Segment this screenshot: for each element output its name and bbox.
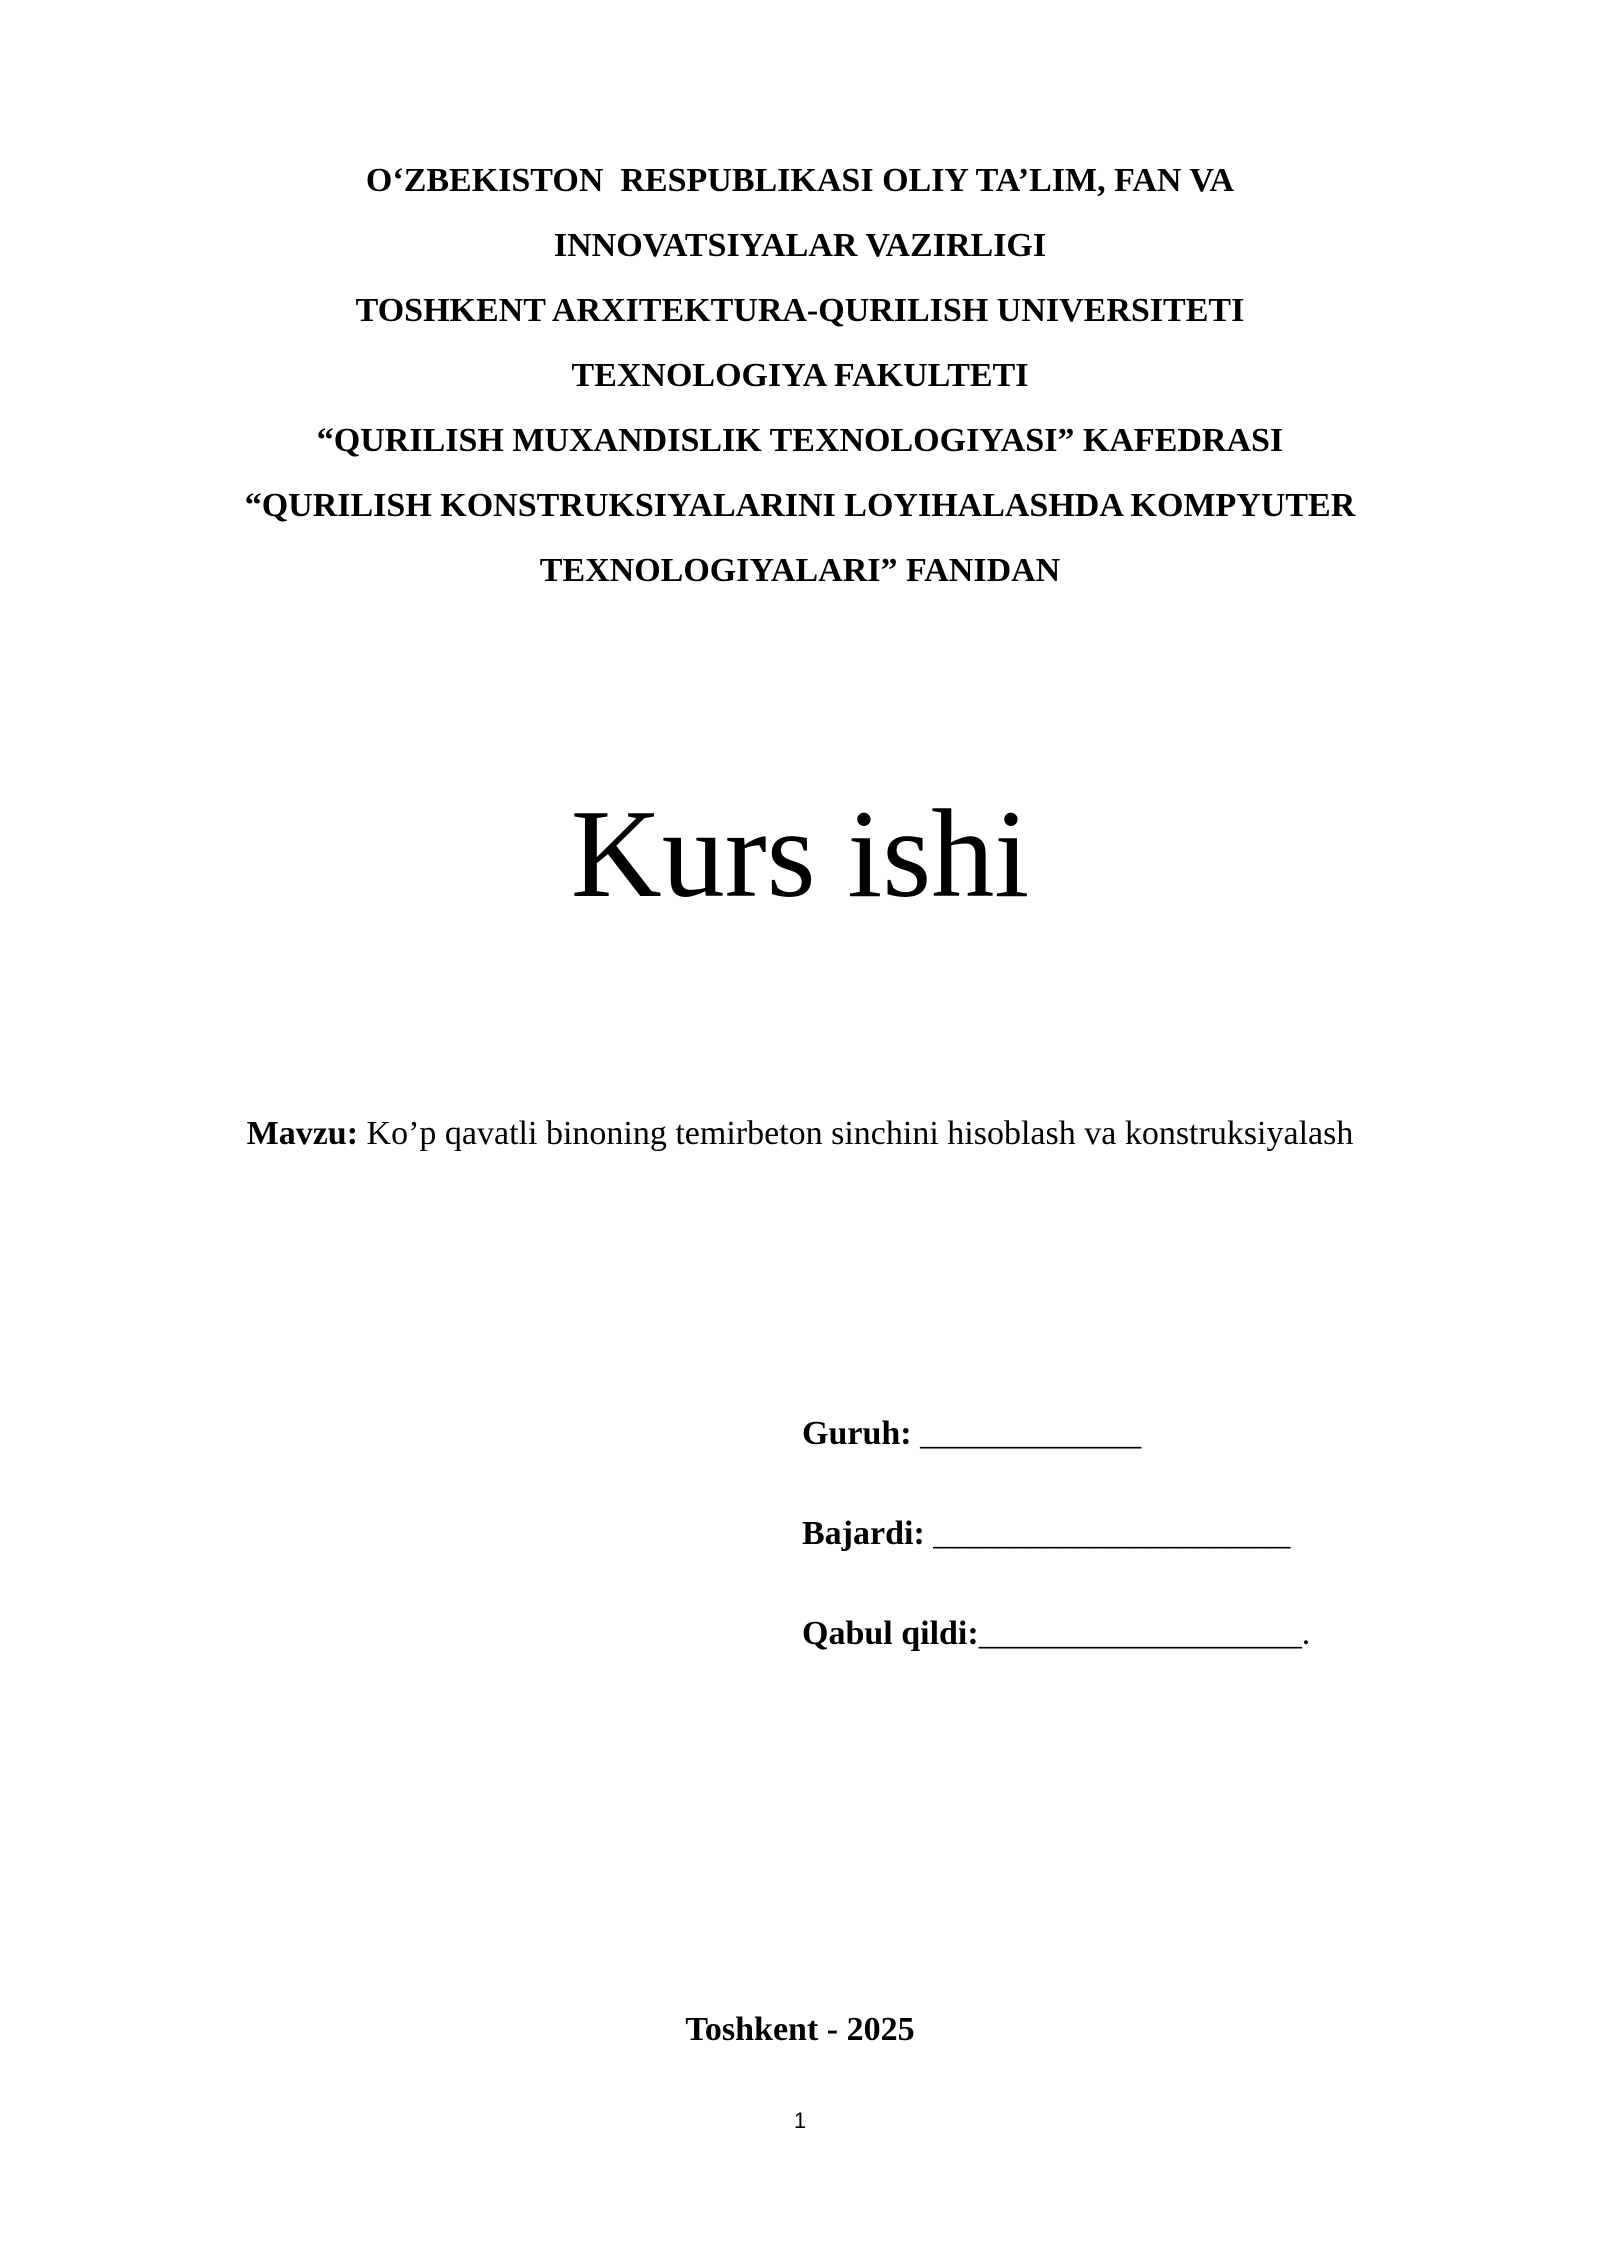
header-line-university: TOSHKENT ARXITEKTURA-QURILISH UNIVERSITETI bbox=[355, 292, 1245, 329]
header-line-faculty: TEXNOLOGIYA FAKULTETI bbox=[571, 357, 1029, 394]
header-line-subject-1: “QURILISH KONSTRUKSIYALARINI LOYIHALASHDA KOMPYUTER bbox=[244, 487, 1356, 524]
field-group bbox=[802, 1410, 1502, 1510]
page-number: 1 bbox=[793, 2108, 807, 2133]
signature-fields bbox=[802, 1410, 1502, 1710]
field-group-label: Guruh: bbox=[802, 1415, 912, 1452]
topic bbox=[0, 1110, 1600, 1158]
document-title: Kurs ishi bbox=[570, 785, 1030, 924]
topic-label: Mavzu: bbox=[246, 1115, 359, 1152]
field-accepted-by-label: Qabul qildi: bbox=[802, 1615, 979, 1652]
header-line-subject-2: TEXNOLOGIYALARI” FANIDAN bbox=[539, 552, 1061, 589]
field-group-line: _____________ bbox=[911, 1415, 1142, 1452]
field-performed-by-label: Bajardi: bbox=[802, 1515, 925, 1552]
field-accepted-by-line: ___________________. bbox=[978, 1615, 1311, 1652]
field-performed-by bbox=[802, 1510, 1502, 1610]
field-performed-by-line: _____________________ bbox=[924, 1515, 1291, 1552]
header-line-department: “QURILISH MUXANDISLIK TEXNOLOGIYASI” KAFEDRASI bbox=[316, 422, 1284, 459]
header-line-ministry-2: INNOVATSIYALAR VAZIRLIGI bbox=[553, 227, 1047, 264]
field-accepted-by bbox=[802, 1610, 1502, 1710]
city-year: Toshkent - 2025 bbox=[685, 2011, 915, 2048]
header-line-ministry-1: O‘ZBEKISTON RESPUBLIKASI OLIY TA’LIM, FAN VA bbox=[365, 162, 1235, 199]
topic-text: Ko’p qavatli binoning temirbeton sinchini hisoblash va konstruksiyalash bbox=[366, 1115, 1354, 1152]
institution-header bbox=[0, 148, 1600, 603]
